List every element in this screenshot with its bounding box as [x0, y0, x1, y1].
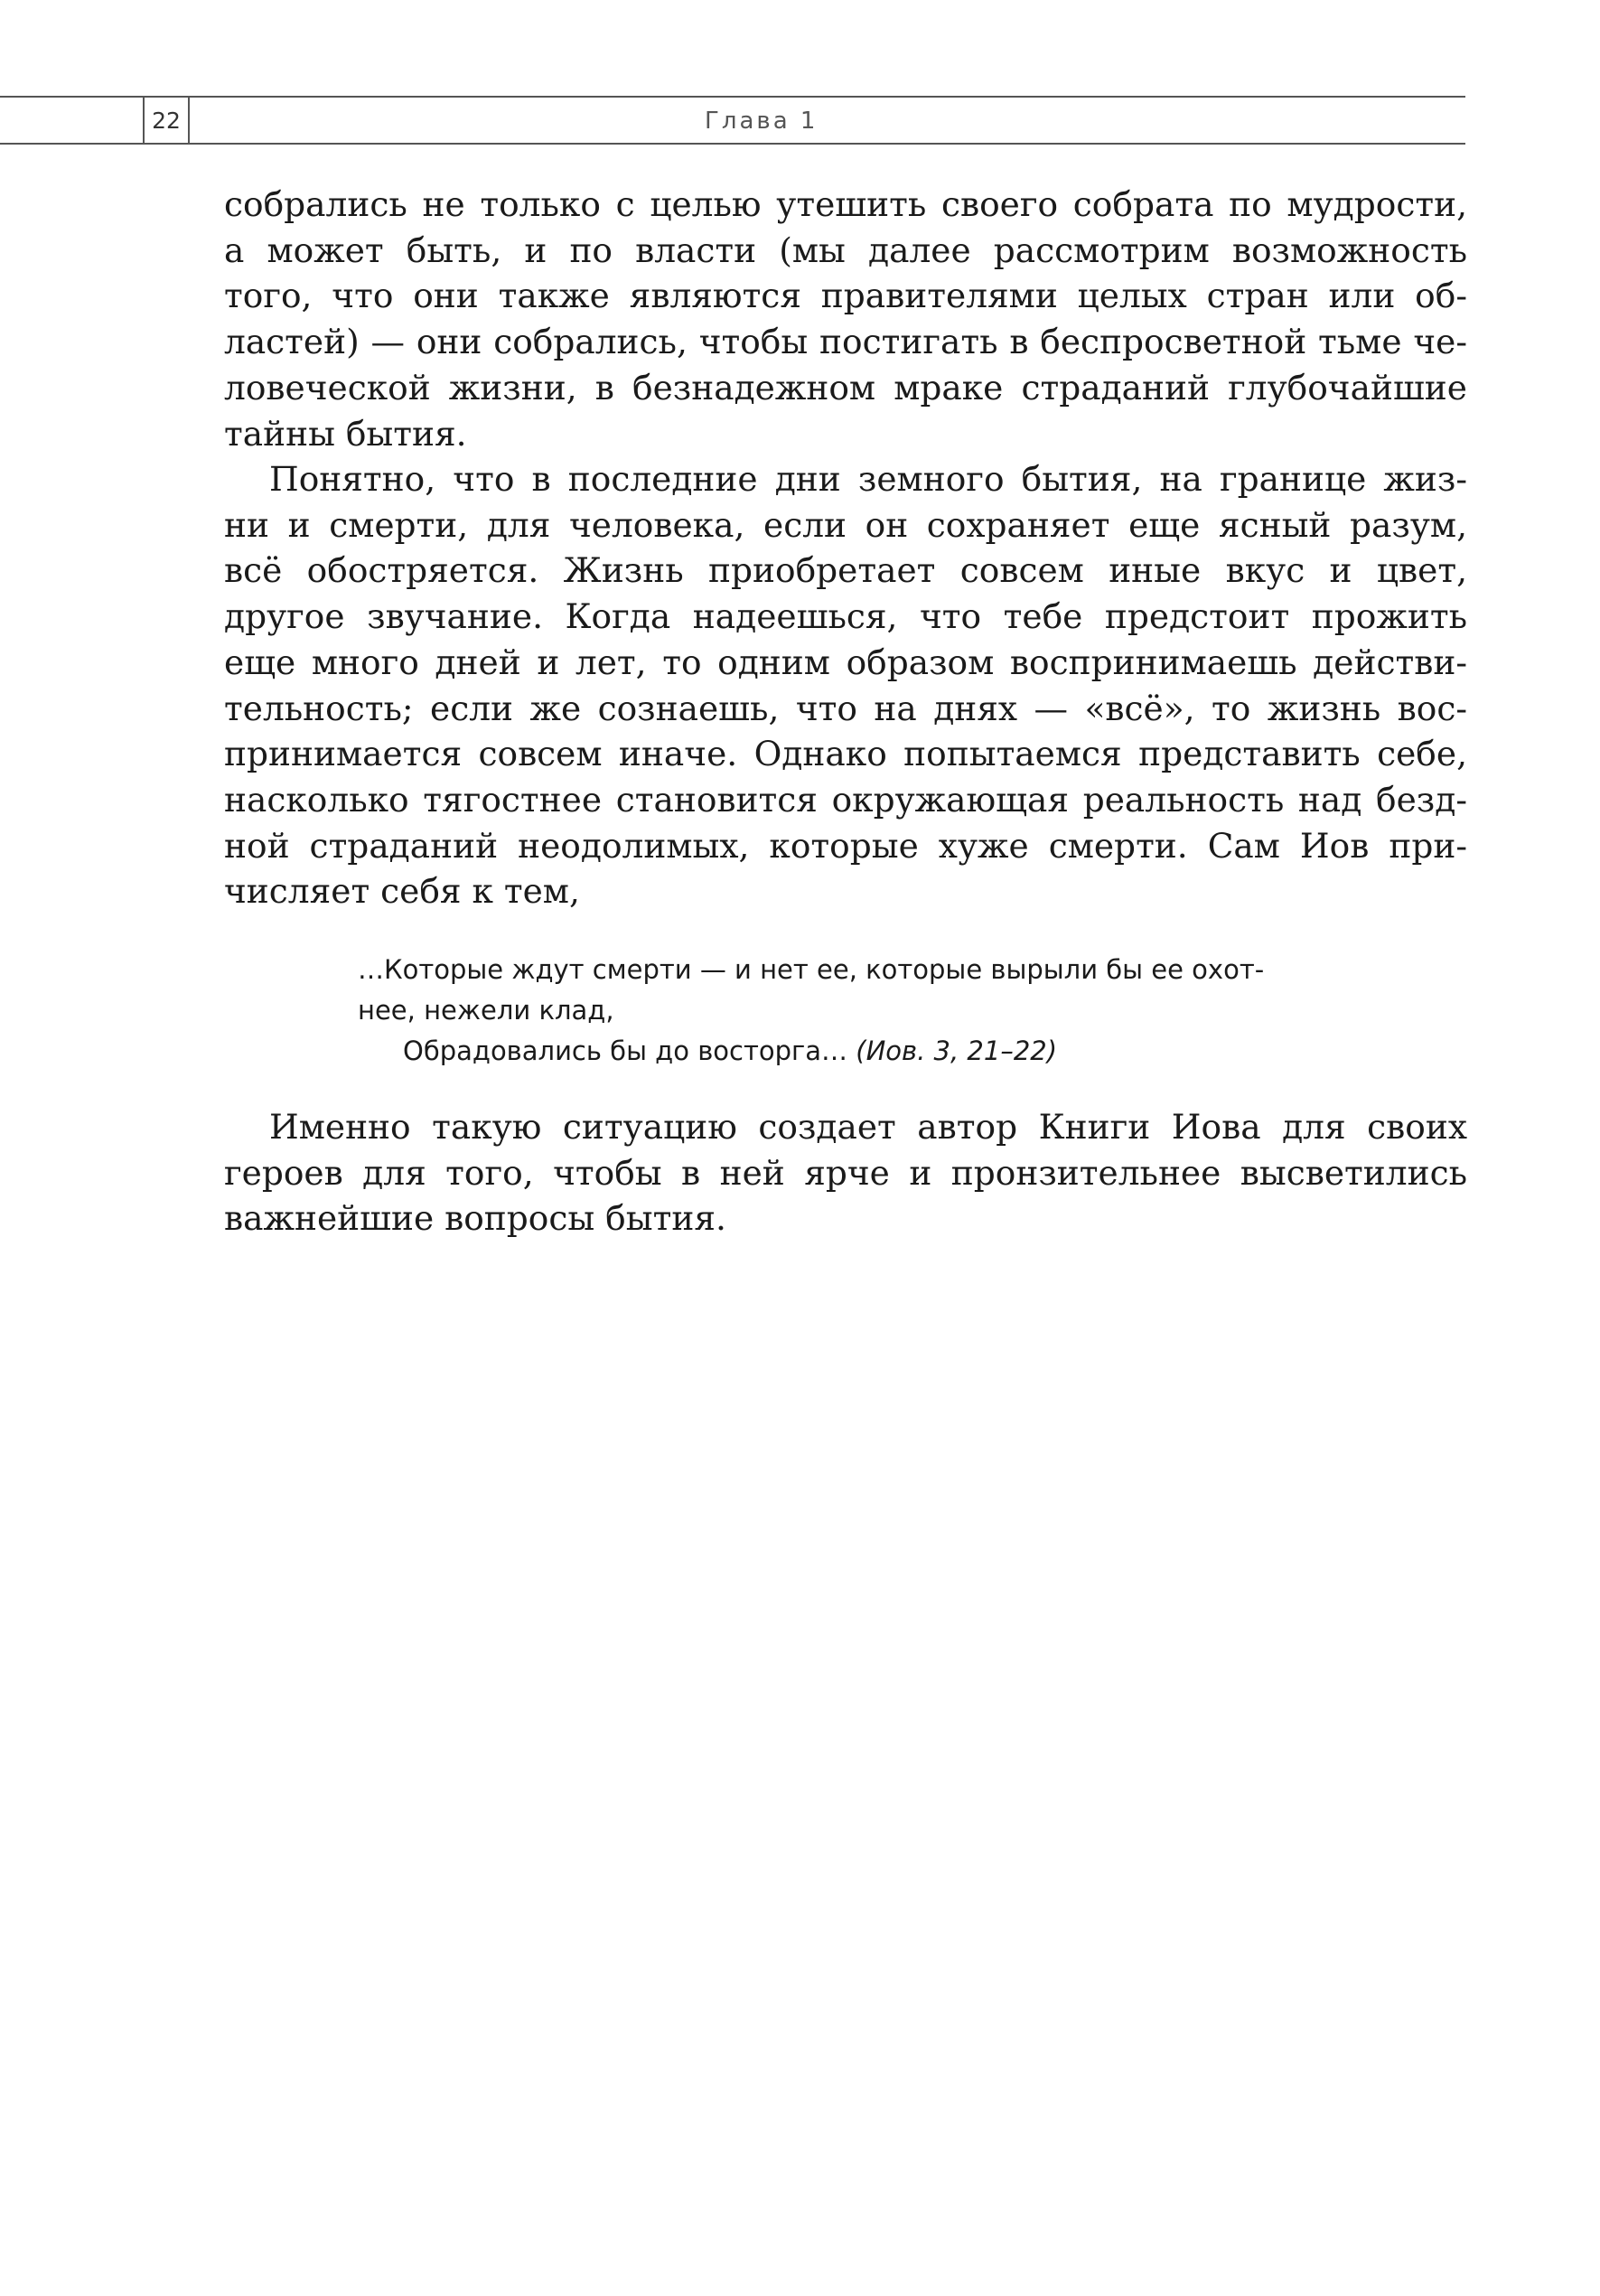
paragraph-3: [224, 1104, 1467, 1242]
text-line: ловеческой жизни, в безнадежном мраке страданий глубочайшие: [224, 367, 1467, 408]
text-line: героев для того, чтобы в ней ярче и пронзительнее высветились: [224, 1152, 1467, 1193]
text-line: другое звучание. Когда надеешься, что тебе предстоит прожить: [224, 596, 1467, 637]
text-line: тельность; если же сознаешь, что на днях — «всё», то жизнь вос-: [224, 688, 1467, 728]
chapter-title: Глава 1: [705, 108, 819, 135]
text-line: насколько тягостнее становится окружающая реальность над безд-: [224, 779, 1467, 820]
text-line: всё обостряется. Жизнь приобретает совсем иные вкус и цвет,: [224, 550, 1467, 591]
paragraph-1: [224, 182, 1467, 456]
header-rule-top: [0, 96, 1465, 98]
quote-line: [358, 1031, 1333, 1072]
text-line: того, что они также являются правителями целых стран или об-: [224, 276, 1467, 316]
quote-reference: (Иов. 3, 21–22): [856, 1036, 1058, 1066]
text-line: Именно такую ситуацию создает автор Книги Иова для своих: [269, 1107, 1467, 1147]
paragraph-2: [224, 456, 1467, 914]
text-line: ни и смерти, для человека, если он сохраняет еще ясный разум,: [224, 504, 1467, 545]
text-line: собрались не только с целью утешить своего собрата по мудрости,: [224, 184, 1467, 224]
text-line: а может быть, и по власти (мы далее рассмотрим возможность: [224, 230, 1467, 270]
scripture-quote: [358, 950, 1333, 1072]
text-line: ной страданий неодолимых, которые хуже смерти. Сам Иов при-: [224, 825, 1467, 866]
text-line: Понятно, что в последние дни земного бытия, на границе жиз-: [269, 459, 1467, 499]
quote-line-text: Обрадовались бы до восторга…: [403, 1036, 848, 1066]
text-line: числяет себя к тем,: [224, 871, 580, 912]
text-line: принимается совсем иначе. Однако попытаемся представить себе,: [224, 734, 1467, 774]
quote-line: нее, нежели клад,: [358, 995, 614, 1026]
page-number: 22: [143, 97, 190, 144]
text-line: важнейшие вопросы бытия.: [224, 1198, 726, 1239]
quote-line: …Которые ждут смерти — и нет ее, которые вырыли бы ее охот-: [358, 954, 1265, 985]
text-line: еще много дней и лет, то одним образом воспринимаешь действи-: [224, 642, 1467, 682]
text-line: тайны бытия.: [224, 413, 467, 454]
text-line: ластей) — они собрались, чтобы постигать в беспросветной тьме че-: [224, 322, 1467, 362]
